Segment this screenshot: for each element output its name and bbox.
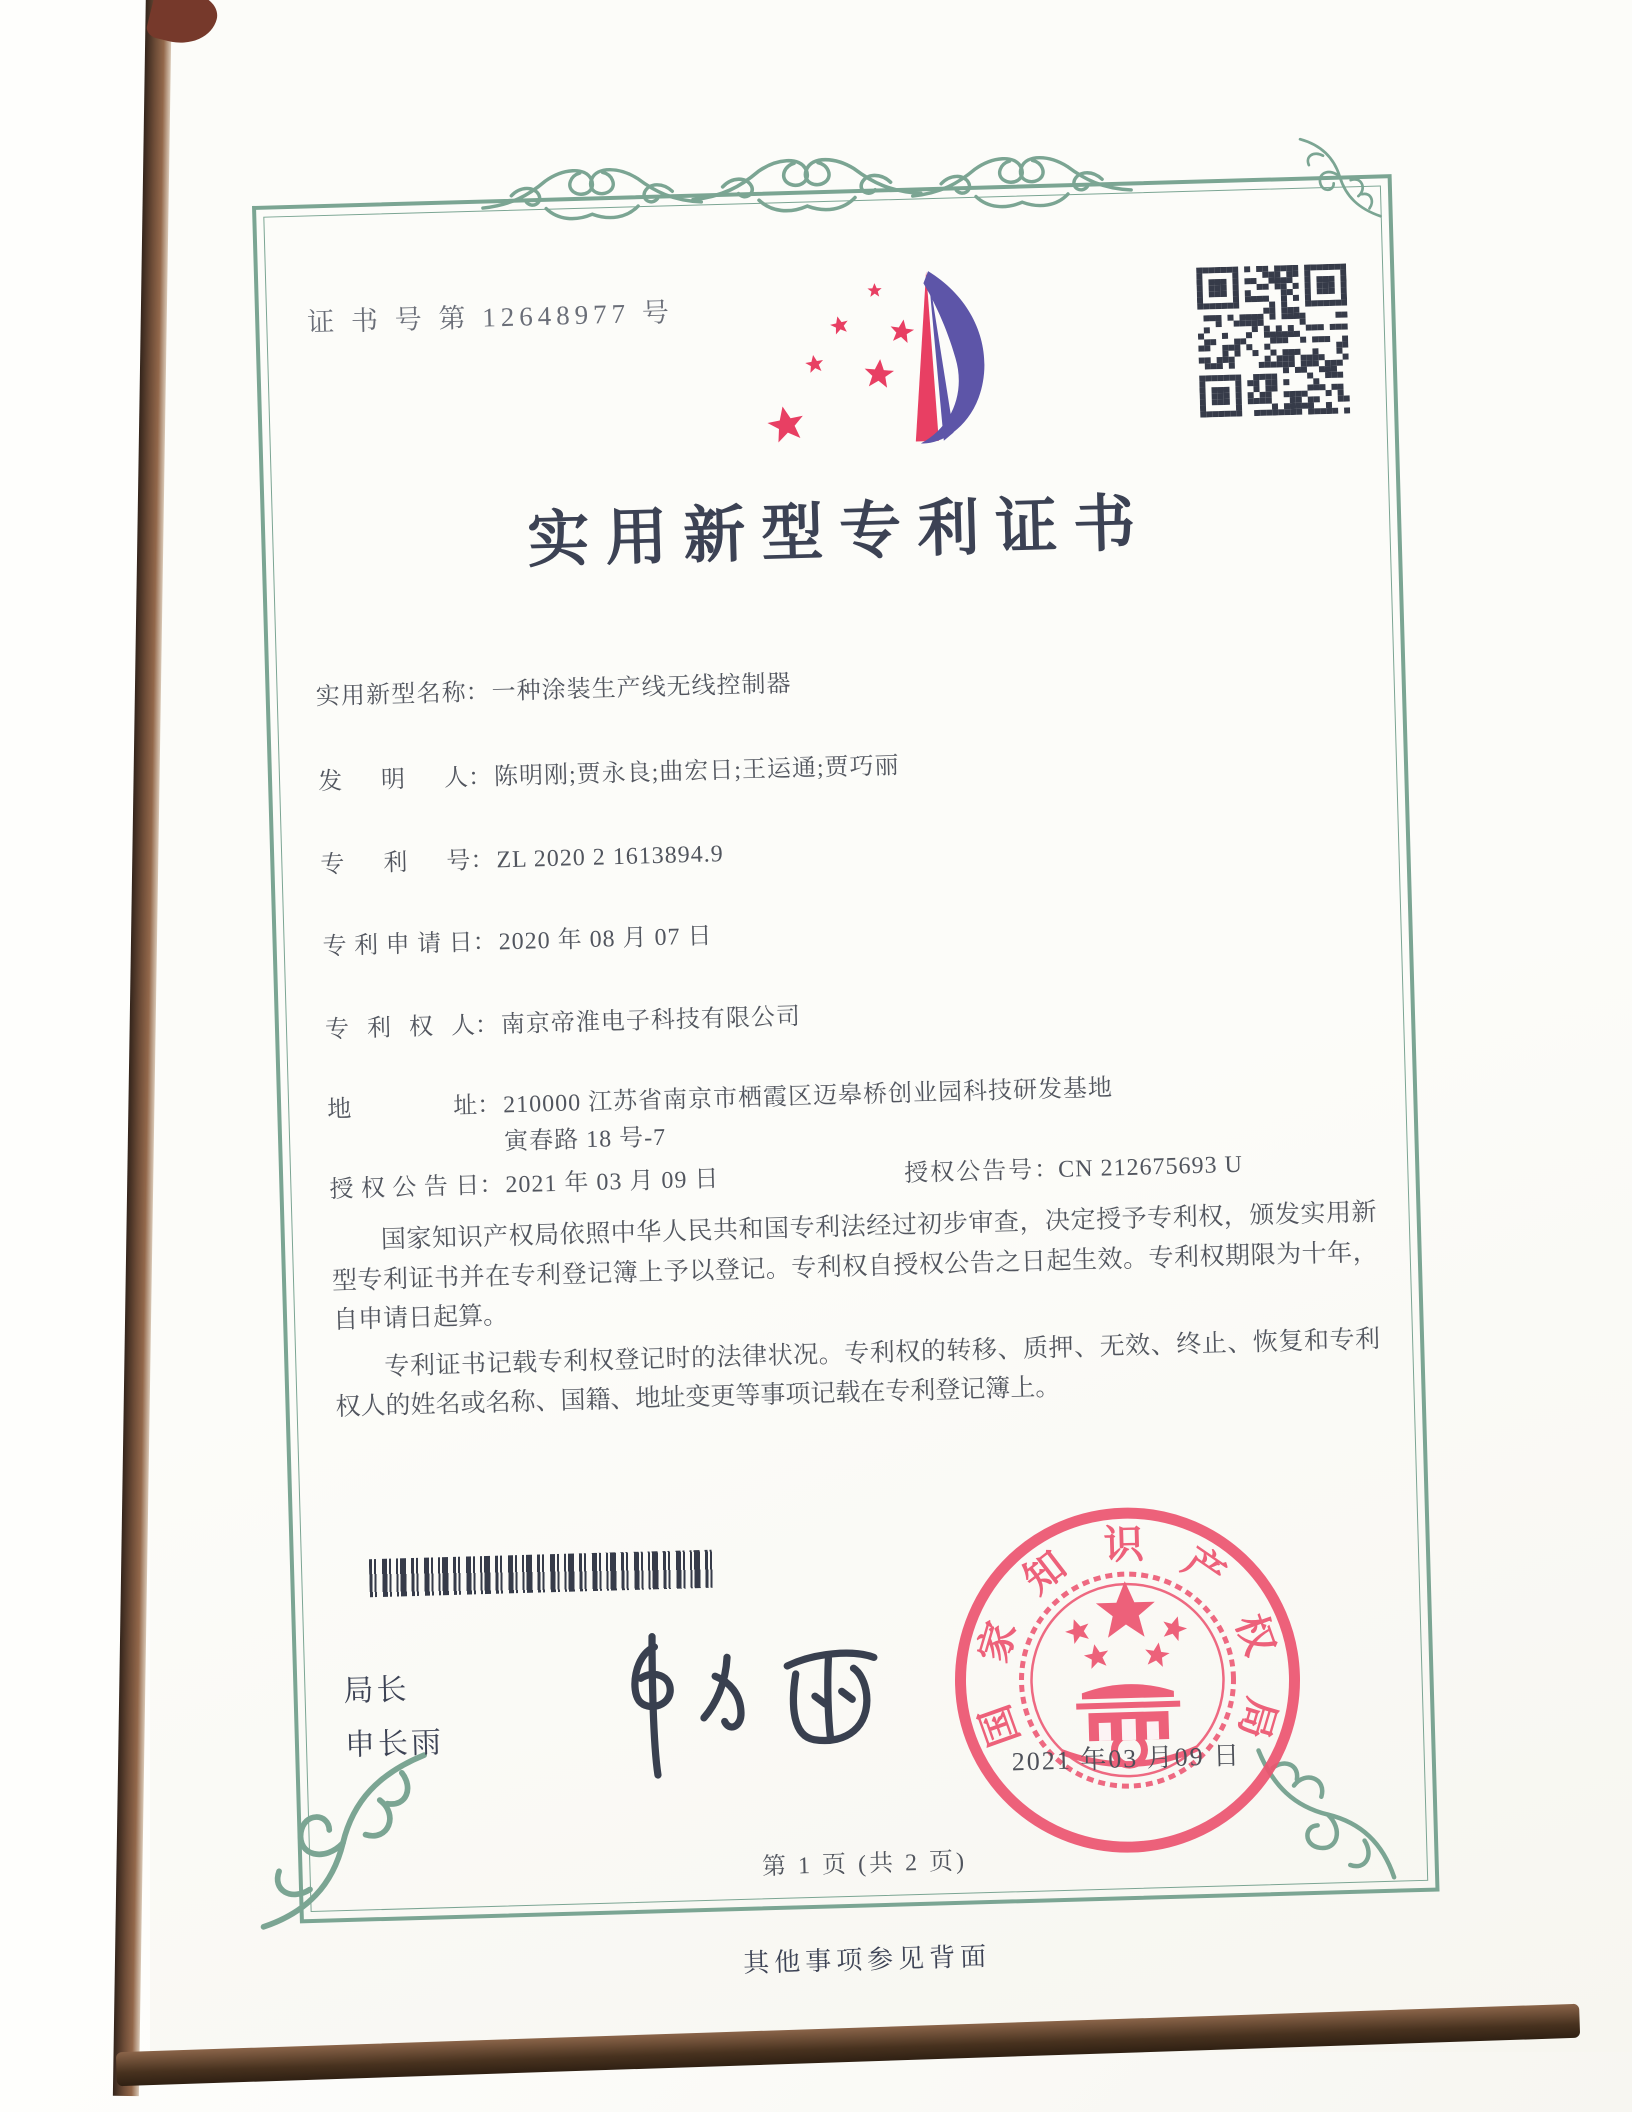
- field-value: 2021 年 03 月 09 日: [505, 1166, 720, 1199]
- svg-text:国: 国: [971, 1699, 1028, 1752]
- field-label: 专利号: [320, 848, 471, 879]
- svg-text:家: 家: [970, 1616, 1025, 1668]
- field-row-address-line2: 寅春路 18 号-7: [503, 1124, 667, 1156]
- commissioner-name: 申长雨: [344, 1726, 445, 1762]
- field-value: 210000 江苏省南京市栖霞区迈皋桥创业园科技研发基地: [502, 1075, 1114, 1119]
- cnipa-logo: [662, 260, 987, 469]
- field-value: 2020 年 08 月 07 日: [498, 923, 713, 956]
- commissioner-title: 局长: [343, 1673, 410, 1709]
- legal-paragraphs: [330, 1193, 1381, 1428]
- field-label: 授权公告号: [903, 1157, 1035, 1188]
- svg-text:权: 权: [1227, 1608, 1284, 1662]
- certificate-number: 证 书 号 第 12648977 号: [306, 297, 675, 338]
- field-label: 专利申请日: [322, 930, 474, 961]
- svg-text:产: 产: [1174, 1538, 1234, 1599]
- field-label: 地址: [326, 1093, 478, 1124]
- field-label: 授权公告日: [329, 1173, 480, 1204]
- field-value: 一种涂装生产线无线控制器: [491, 671, 792, 706]
- field-value: 南京帝淮电子科技有限公司: [500, 1003, 802, 1039]
- field-colon: ：: [472, 929, 498, 957]
- field-label: 实用新型名称: [315, 680, 467, 711]
- legal-paragraph-2: 专利证书记载专利权登记时的法律状况。专利权的转移、质押、无效、终止、恢复和专利权人的姓名或名称、国籍、地址变更等事项记载在专利登记簿上。: [335, 1325, 1381, 1422]
- svg-text:识: 识: [1103, 1521, 1145, 1568]
- field-colon: ：: [467, 764, 493, 792]
- back-note: 其他事项参见背面: [742, 1942, 992, 1978]
- field-colon: ：: [479, 1172, 504, 1200]
- svg-text:知: 知: [1015, 1542, 1075, 1603]
- field-label: 专利权人: [324, 1013, 476, 1044]
- certificate-title: 实用新型专利证书: [526, 490, 1153, 576]
- grant-date-stamp: 2021 年03 月09 日: [1011, 1740, 1242, 1777]
- field-value: CN 212675693 U: [1057, 1151, 1244, 1183]
- certificate-body: [252, 174, 1443, 2045]
- signature-shen-changyu: [592, 1616, 906, 1790]
- field-colon: ：: [465, 679, 491, 707]
- field-colon: ：: [1033, 1156, 1059, 1184]
- legal-paragraph-1: 国家知识产权局依照中华人民共和国专利法经过初步审查，决定授予专利权，颁发实用新型专利证书并在专利登记簿上予以登记。专利权自授权公告之日起生效。专利权期限为十年，自申请日起算。: [331, 1198, 1379, 1335]
- field-colon: ：: [474, 1012, 500, 1040]
- field-value: ZL 2020 2 1613894.9: [496, 841, 725, 874]
- field-value: 陈明刚;贾永良;曲宏日;王运通;贾巧丽: [493, 753, 900, 791]
- cnipa-official-seal: [936, 1489, 1318, 1871]
- field-label: 发明人: [317, 765, 469, 796]
- page-number: 第 1 页 (共 2 页): [761, 1848, 968, 1881]
- qr-code: [1196, 263, 1350, 417]
- svg-text:局: 局: [1230, 1692, 1285, 1744]
- field-colon: ：: [476, 1092, 502, 1120]
- field-colon: ：: [470, 847, 495, 875]
